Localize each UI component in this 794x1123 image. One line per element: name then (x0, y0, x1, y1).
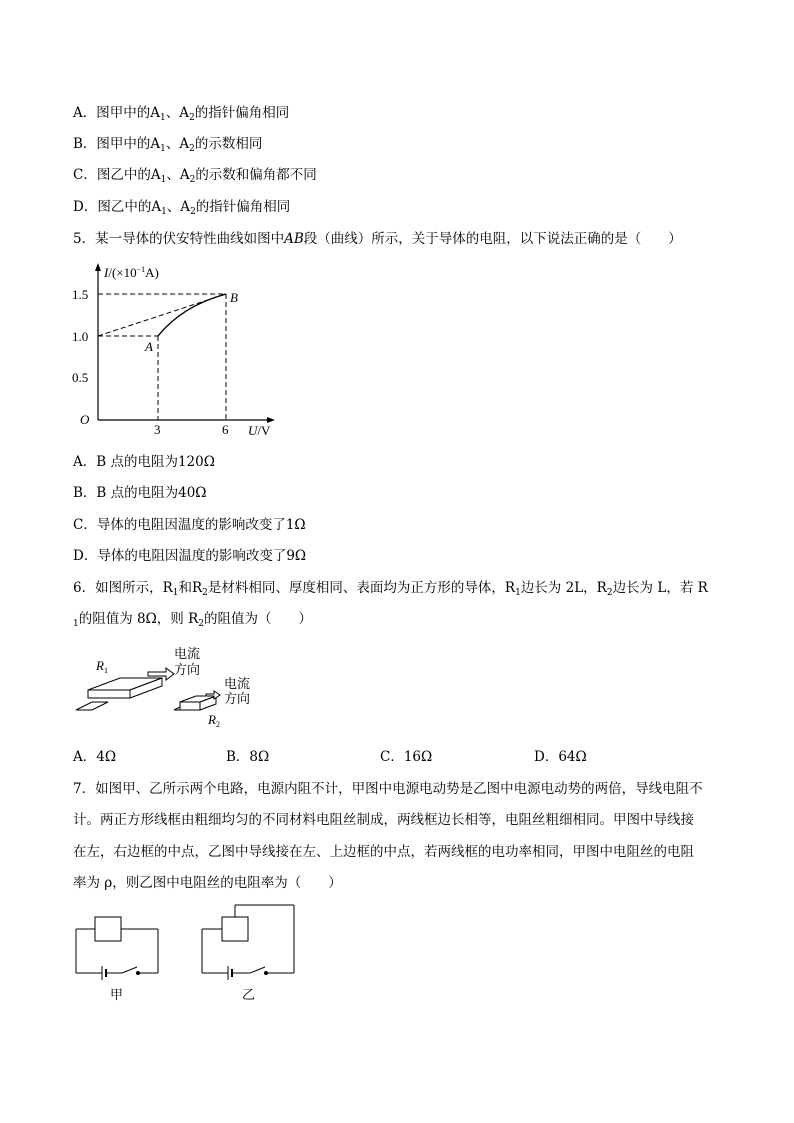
q5-stem-ab: AB (284, 231, 304, 247)
q6-text: 6．如图所示，R (73, 580, 173, 596)
q4-option-d-text: 、A (166, 199, 191, 215)
q4-option-c-text: 的示数和偏角都不同 (195, 167, 317, 183)
r1-label: $R_1$ (96, 658, 108, 675)
q6-text: 的阻值为（ ） (204, 611, 312, 627)
q7-stem-line3: 在左，右边框的中点，乙图中导线接在左、上边框的中点，若两线框的电功率相同，甲图中电阻丝的电阻 (73, 844, 694, 860)
r1-front-face (88, 690, 130, 698)
subscript: 1 (73, 619, 79, 629)
q4-option-a-text: A．图甲中的A (73, 105, 160, 121)
subscript: 1 (515, 588, 521, 598)
y-axis-label: $I/(\times 10^{-1}A)$ (104, 265, 159, 280)
subscript: 1 (172, 588, 179, 598)
curve-ab (158, 294, 226, 336)
q5-iv-graph (70, 258, 290, 443)
subscript: 2 (198, 619, 204, 629)
subscript: 1 (160, 175, 167, 185)
r1-current-direction-label: 方向 (174, 662, 201, 677)
x-tick-label: 3 (154, 422, 161, 437)
q5-option-b: B．B 点的电阻为40Ω (73, 485, 207, 501)
subscript: 2 (189, 175, 196, 185)
subscript: 2 (190, 207, 196, 217)
switch-blade (250, 967, 265, 973)
q5-stem-text: 5．某一导体的伏安特性曲线如图中 (73, 231, 285, 247)
q4-option-b (73, 134, 262, 159)
subscript: 1 (161, 207, 167, 217)
q6-stem-line2 (73, 609, 312, 634)
subscript: 1 (160, 144, 166, 154)
q5-option-a: A．B 点的电阻为120Ω (73, 454, 215, 470)
q6-text: 和R (178, 580, 203, 596)
q5-option-c: C．导体的电阻因温度的影响改变了1Ω (73, 517, 306, 533)
r1-current-direction-label: 电流 (174, 646, 201, 661)
q4-option-a-text: 的指针偏角相同 (194, 105, 290, 121)
x-tick-label: 6 (222, 422, 229, 437)
q5-stem (73, 229, 682, 249)
q4-option-a-text: 、A (165, 105, 189, 121)
subscript: 1 (160, 113, 166, 123)
q6-option-d: D．64Ω (534, 749, 587, 765)
q4-option-b-text: 的示数相同 (194, 136, 263, 152)
q5-option-d: D．导体的电阻因温度的影响改变了9Ω (73, 548, 307, 564)
q6-option-a: A．4Ω (73, 749, 117, 765)
q4-option-b-text: B．图甲中的A (73, 136, 161, 152)
y-tick-label: 1.5 (72, 287, 89, 302)
y-tick-label: 1.0 (72, 329, 89, 344)
q5-stem-text: 段（曲线）所示，关于导体的电阻，以下说法正确的是（ ） (303, 231, 682, 247)
switch-blade (122, 967, 137, 973)
y-axis-arrow (95, 263, 101, 271)
point-a-label: A (145, 339, 153, 354)
r1-lead (76, 702, 108, 710)
q4-option-d-text: D．图乙中的A (73, 199, 162, 215)
q6-option-c: C．16Ω (380, 749, 433, 765)
q6-conductor-figure (70, 640, 270, 735)
q4-option-d-text: 的指针偏角相同 (195, 199, 291, 215)
q4-option-b-text: 、A (165, 136, 190, 152)
origin-label: O (80, 412, 90, 427)
subscript: 2 (189, 144, 195, 154)
q4-option-d (73, 197, 290, 222)
point-b-label: B (230, 290, 238, 305)
q7-stem-line2: 计。两正方形线框由粗细均匀的不同材料电阻丝制成，两线框边长相等，电阻丝粗细相同。甲图中导线接 (73, 812, 694, 828)
q7-stem-line1: 7．如图甲、乙所示两个电路，电源内阻不计，甲图中电源电动势是乙图中电源电动势的两倍，导线电阻不 (73, 781, 703, 797)
r2-current-direction-label: 电流 (224, 676, 251, 691)
q6-option-b: B．8Ω (226, 749, 270, 765)
circuit-yi-label: 乙 (242, 987, 256, 1002)
r2-front-face (180, 702, 200, 710)
subscript: 2 (606, 588, 613, 598)
r2-label: $R_2$ (208, 712, 220, 729)
circuit-jia-label: 甲 (110, 987, 124, 1002)
q6-stem-line1 (73, 578, 708, 603)
q4-option-c (73, 165, 317, 190)
q4-option-c-text: 、A (166, 167, 190, 183)
q6-text: 是材料相同、厚度相同、表面均为正方形的导体，R (207, 580, 516, 596)
q7-stem-line4: 率为 ρ，则乙图中电阻丝的电阻率为（ ） (73, 875, 342, 891)
r2-current-direction-label: 方向 (224, 691, 251, 706)
q4-option-c-text: C．图乙中的A (73, 167, 161, 183)
q7-circuit-figure (70, 900, 305, 1005)
q6-text: 的阻值为 8Ω，则 R (78, 611, 199, 627)
q6-text: 边长为 2L，R (520, 580, 607, 596)
circuit-jia (76, 917, 158, 980)
square-frame-jia (95, 917, 121, 941)
subscript: 2 (188, 113, 195, 123)
q4-option-a (73, 103, 289, 128)
square-frame-yi (222, 917, 248, 941)
y-tick-label: 0.5 (72, 370, 89, 385)
x-axis-label: U/V (248, 423, 271, 438)
subscript: 2 (202, 588, 208, 598)
q6-text: 边长为 L，若 R (612, 580, 708, 596)
circuit-yi (202, 905, 294, 980)
